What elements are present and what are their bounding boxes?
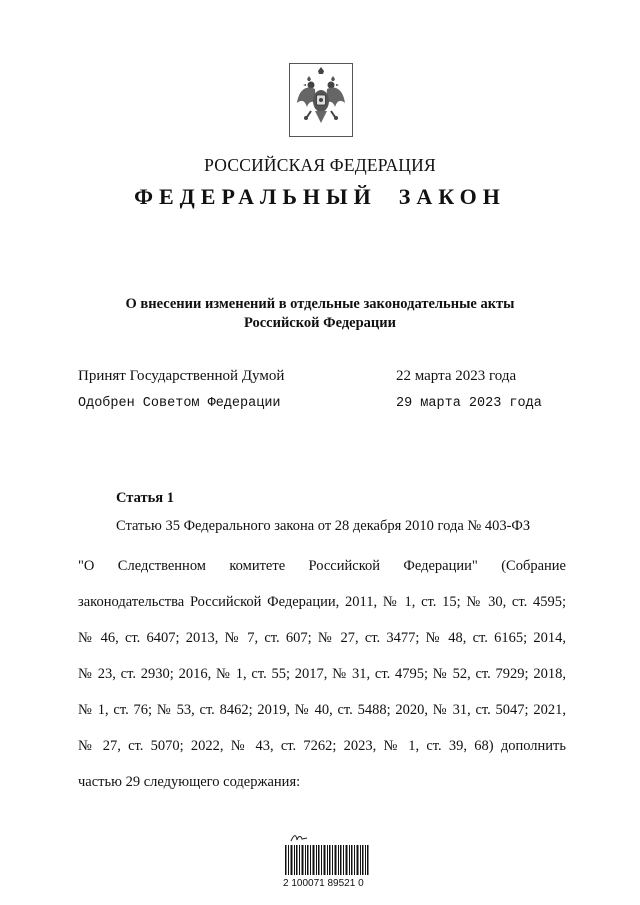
adopted-by-duma-label: Принят Государственной Думой xyxy=(78,368,285,384)
adopted-by-duma-date: 22 марта 2023 года xyxy=(396,368,517,384)
article-line: "О Следственном комитете Российской Федерации" (Собрание xyxy=(78,558,566,574)
law-subject xyxy=(80,295,560,333)
state-emblem xyxy=(289,63,353,137)
article-line: № 27, ст. 5070; 2022, № 43, ст. 7262; 2023, № 1, ст. 39, 68) дополнить xyxy=(78,738,566,754)
signature-mark-icon xyxy=(289,832,309,844)
law-subject-line: Российской Федерации xyxy=(243,315,396,331)
barcode-icon xyxy=(285,845,369,875)
document-type-title xyxy=(0,184,640,210)
law-subject-line: О внесении изменений в отдельные законодательные акты xyxy=(125,296,515,312)
document-stamp xyxy=(283,832,367,894)
double-headed-eagle-icon xyxy=(289,63,353,137)
article-body xyxy=(78,518,566,798)
article-heading: Статья 1 xyxy=(116,490,174,506)
article-line: № 46, ст. 6407; 2013, № 7, ст. 607; № 27, ст. 3477; № 48, ст. 6165; 2014, xyxy=(78,630,566,646)
document-type-word: ФЕДЕРАЛЬНЫЙ xyxy=(134,184,377,209)
approved-by-council-date: 29 марта 2023 года xyxy=(396,396,542,411)
document-type-word: ЗАКОН xyxy=(398,184,506,209)
article-line: законодательства Российской Федерации, 2011, № 1, ст. 15; № 30, ст. 4595; xyxy=(78,594,566,610)
article-line: Статью 35 Федерального закона от 28 декабря 2010 года № 403-ФЗ xyxy=(116,518,531,534)
country-name: РОССИЙСКАЯ ФЕДЕРАЦИЯ xyxy=(204,155,436,175)
article-line: № 23, ст. 2930; 2016, № 1, ст. 55; 2017, № 31, ст. 4795; № 52, ст. 7929; 2018, xyxy=(78,666,566,682)
approved-by-council-label: Одобрен Советом Федерации xyxy=(78,396,281,411)
barcode-number: 2 100071 89521 0 xyxy=(283,878,364,889)
article-line: № 1, ст. 76; № 53, ст. 8462; 2019, № 40, ст. 5488; 2020, № 31, ст. 5047; 2021, xyxy=(78,702,566,718)
article-line: частью 29 следующего содержания: xyxy=(78,774,301,790)
